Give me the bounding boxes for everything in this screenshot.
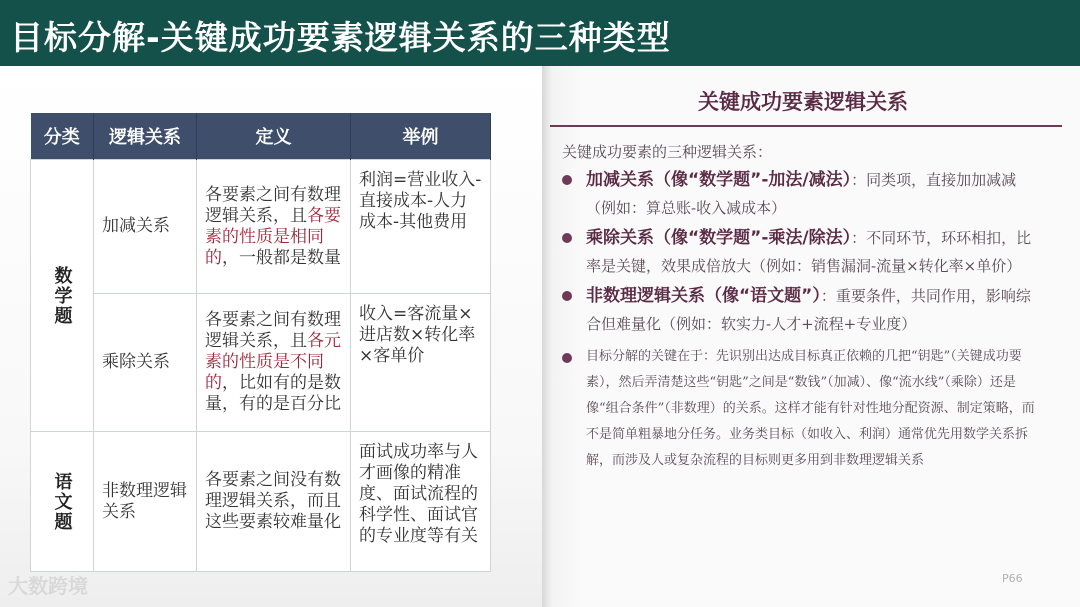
relation-cell: 加减关系	[94, 160, 197, 294]
relation-cell: 非数理逻辑关系	[94, 432, 197, 572]
table-row	[31, 160, 491, 294]
item-text: ：不同环节，环环相扣，比率是关键，效果成倍放大（例如：销售漏洞-流量×转化率×单价）	[586, 229, 1032, 275]
example-cell: 利润=营业收入-直接成本-人力成本-其他费用	[351, 160, 491, 294]
definition-text: 各要素之间没有数理逻辑关系，而且这些要素较难量化	[205, 470, 341, 532]
relation-cell: 乘除关系	[94, 294, 197, 432]
header-example: 举例	[351, 113, 491, 160]
bullet-icon	[562, 175, 572, 185]
header-category: 分类	[31, 113, 94, 160]
example-cell: 收入=客流量×进店数×转化率×客单价	[351, 294, 491, 432]
item-text: ：同类项，直接加加减减（例如：算总账-收入减成本）	[586, 171, 1017, 217]
table-row	[31, 294, 491, 432]
list-item	[562, 344, 1042, 474]
definition-highlight: 各要素的性质是相同的	[205, 205, 341, 268]
page-number: P66	[1002, 572, 1023, 585]
note-text: 目标分解的关键在于：先识别出达成目标真正依赖的几把“钥匙”（关键成功要素），然后弄清楚这些“钥匙”之间是“数钱”（加减）、像“流水线”（乘除）还是像“组合条件”（非数理）的关系。这样才能有针对性地分配资源、制定策略，而不是简单粗暴地分任务。业务类目标（如收入、利润）通常优先用数学关系拆解，而涉及人或复杂流程的目标则更多用到非数理逻辑关系	[586, 349, 1035, 468]
right-content	[562, 140, 1042, 474]
definition-text: ，一般都是数量	[222, 247, 341, 268]
watermark-logo: 大数跨境	[8, 574, 88, 598]
bullet-icon	[562, 353, 572, 363]
right-heading: 关键成功要素逻辑关系	[698, 90, 908, 114]
item-text: ：重要条件，共同作用，影响综合但难量化（例如：软实力-人才+流程+专业度）	[586, 287, 1031, 333]
definition-cell	[197, 432, 351, 572]
table-row	[31, 432, 491, 572]
list-item	[562, 166, 1042, 222]
list-item	[562, 282, 1042, 338]
intro-text: 关键成功要素的三种逻辑关系：	[562, 143, 773, 161]
category-language: 语文题	[31, 432, 94, 572]
category-math: 数学题	[31, 160, 94, 432]
definition-text: ，比如有的是数量，有的是百分比	[205, 373, 341, 414]
item-heading: 非数理逻辑关系（像“语文题”）	[586, 286, 821, 306]
heading-divider	[550, 125, 1062, 127]
definition-text: 各要素之间有数理逻辑关系，且	[205, 310, 341, 351]
header-relation: 逻辑关系	[94, 113, 197, 160]
definition-cell	[197, 294, 351, 432]
bullet-icon	[562, 233, 572, 243]
table-header-row	[31, 113, 491, 160]
definition-highlight: 各元素的性质是不同的	[205, 331, 341, 393]
list-item	[562, 224, 1042, 280]
example-cell: 面试成功率与人才画像的精准度、面试流程的科学性、面试官的专业度等有关	[351, 432, 491, 572]
item-heading: 加减关系（像“数学题”-加法/减法）	[586, 170, 852, 190]
page-title: 目标分解-关键成功要素逻辑关系的三种类型	[10, 18, 671, 57]
item-heading: 乘除关系（像“数学题”-乘法/除法）	[586, 228, 852, 248]
definition-text: 各要素之间有数理逻辑关系，且	[205, 184, 341, 226]
relation-table	[30, 113, 491, 572]
header-definition: 定义	[197, 113, 351, 160]
definition-cell	[197, 160, 351, 294]
title-bar	[0, 0, 1080, 66]
bullet-icon	[562, 291, 572, 301]
